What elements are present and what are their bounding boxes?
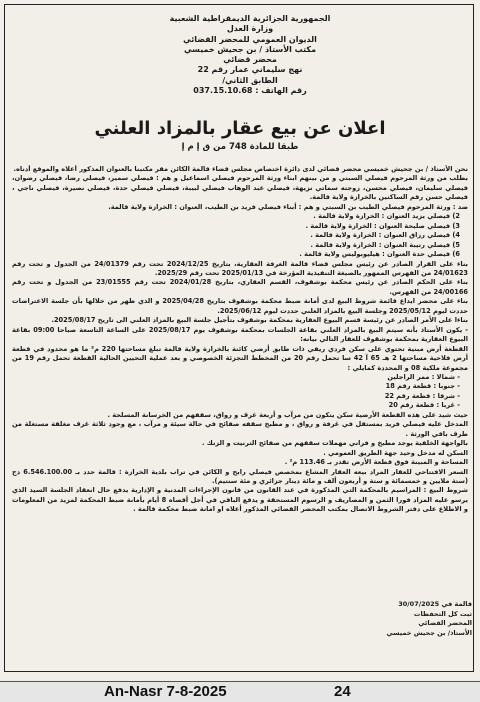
header-line: رقم الهاتف : 037.15.10.68 xyxy=(193,86,307,96)
paragraph: شروط البيع : المراسيم بالمحكمة التي المذكورة في عند القانون من قانون الإجراءات المدنية و الإدارية يدفع حال انعقاد الجلسة السيد الذي يرسو عليه المزاد فورا الثمن و المصاريف و الرسوم المستحقة و يدفع الباقي في أجل أقصاه 8 أيام بأمانة ضبط المحكمة لمزيد من المعلومات و الاطلاع على دفتر الشروط الاتصال بمكتب المحضر القضائي المذكور أعلاه او امانة ضبط محكمة قالمة . xyxy=(12,486,468,514)
announcement-title: اعلان عن بيع عقار بالمزاد العلني xyxy=(94,118,386,139)
header-line: الجمهورية الجزائرية الديمقراطية الشعبية xyxy=(169,14,331,23)
paragraph: حيث شيد على هذه القطعة الأرضية سكن يتكون من مرآب و أربعة غرف و رواق، سقفهم من الخرسانة المسلحة . xyxy=(107,410,468,419)
defendant-item: 6) فيصلي حدة العنوان : هيليوبوليس ولاية قالمة . xyxy=(299,250,460,259)
paragraph: بناء على القرار الصادر عن رئيس مجلس قضاء قالمة الغرفة العقارية، بتاريخ 2024/12/25 تحت رقم 24/01379 من الجدول و تحت رقم 24/01623 من الفهرس الممهور بالصيغة التنفيذية المؤرخة في 2025/01/13 تحت رقم 2025/29. xyxy=(12,259,468,277)
paragraph: القطعة أرض مبنية تحتوي على سكن فردي ريفي ذات طابق أرضي كائنة بالخرازة ولاية قالمة تبلغ مساحتها 220 م² ما هو محدود في قطعة أرض فلاحية مساحتها 2 هـ 65 آ 42 سا تحمل رقم 20 من المخطط التجزئة الخصوصي و بعد عملية التحيين الحالية القطعة تحمل رقم 19 من مجموعة ملكية 08 و المحددة كمايلي : xyxy=(12,344,468,372)
paragraph: بناءا على الأمر الصادر عن رئيسة قسم البيوع العقارية بمحكمة بوشقوف بتأجيل جلسة البيع بالمزاد العلني الى تاريخ 2025/08/17. xyxy=(51,316,468,325)
legal-reference: طبقا للمادة 748 من ق إ م إ xyxy=(181,142,299,152)
paragraph: نحن الأستاذ / بن جحيش خميسي محضر قضائي لدى دائرة اختصاص مجلس قضاء قالمة الكائن مقر مكتبنا بالعنوان المذكور أعلاه والموقع أدناه. xyxy=(13,165,468,173)
paragraph: بالواجهة الخلفية يوجد مطبخ و فراني مهملات سقفهم من صفائح الترنيت و الزنك . xyxy=(202,439,468,448)
bailiff-name: الأستاذ/ بن جحيش خميسي xyxy=(386,628,472,637)
paragraph: السعر الافتتاحي للعقار المراد بيعه العقار المشاع بمخصص فيصلي رابح و الكائن في تراب بلدية الخرازة : قالمة حدد بـ 6.546.100.00 دج (ستة ملايين و خمسمائة و ستة و أربعون ألف و مائة دينار جزائري و مئة سنتيم). xyxy=(12,467,468,485)
announcement-body xyxy=(12,165,468,602)
paragraph: السكن له مدخل وحيد جهة الطريق العمومي . xyxy=(323,448,468,457)
header-line: محضر قضائي xyxy=(223,55,277,65)
boundary-item: - جنوبا : قطعة رقم 18 xyxy=(385,382,460,391)
boundary-item: - شرقا : قطعة رقم 22 xyxy=(384,391,460,400)
paragraph: بطلب من ورثة المرحوم فيصلي السبتي و من بينهم ابناء ورثة المرحوم فيصلي اسماعيل و هم : فيصلي سمير، فيصلي رضا، فيصلي رضوان، فيصلي سليمان، فيصلي محسن، زوجته سماتي نزيهة، فيصلي عبد الوهاب فيصلي لبيبة، فيصلي فيصلي حدة، فيصلي نصيرة، فيصلي ناجي ، فيصلي حسن رقم الساكنين بالخرازة ولاية قالمة. xyxy=(12,174,468,202)
paragraph: - يكون الأستاذ بأنه سيتم البيع بالمزاد العلني بقاعة الجلسات بمحكمة بوشقوف يوم 2025/08/17 على الساعة التاسعة صباحا 09:00 بقاعة البيوع العقارية بمحكمة بوشقوف للعقار التالي بيانه: xyxy=(12,325,468,344)
defendant-item: 5) فيصلي رتيبة العنوان : الخرازة ولاية قالمة . xyxy=(310,240,460,249)
defendant-item: 2) فيصلي يزيد العنوان : الخرازة ولاية قالمة . xyxy=(313,212,460,221)
defendant-item: 4) فيصلي رزاق العنوان : الخرازة ولاية قالمة . xyxy=(310,231,460,240)
paragraph: بناء على محضر ايداع قائمة شروط البيع لدى أمانة ضبط محكمة بوشقوف بتاريخ 2025/04/28 و الذي ظهر من خلالها بأن جلسة الاعتراضات حددت ليوم 2025/05/12 وجلسة البيع بالمزاد العلني حددت ليوم 2025/06/12. xyxy=(12,297,468,315)
page-number: 24 xyxy=(334,683,351,700)
header-line: الطابق الثاني/ xyxy=(222,75,278,85)
header-line: مكتب الأستاذ / بن جحيش خميسي xyxy=(183,44,317,54)
paragraph: المدخل عليه فيصلي فريد بمستقل في غرفة و رواق ، و مطبخ سقفه صفائح في حالة سيئة و مرآب ، مع وجود ثلاثة غرف مغلقة مستغلة من طرف باقي الورثة . xyxy=(12,420,468,438)
header-line: وزارة العدل xyxy=(226,24,274,34)
boundary-item: - شمالا : ممر الراجلين xyxy=(387,372,460,381)
paragraph: المساحة و المبينة فوق قطعة الأرض تقدر بـ 113.46 م² . xyxy=(284,458,468,467)
header-line: نهج سليماني عمار رقم 22 xyxy=(197,65,303,75)
paragraph: ضد : ورثة المرحوم فيصلي الطيب بن السبتي و هم : أبناء فيصلي فريد بن الطيب، العنوان : الخرازة ولاية قالمة. xyxy=(108,202,468,211)
newspaper-footer-bar xyxy=(0,681,480,702)
header-line: الديوان العمومي للمحضر القضائي xyxy=(183,34,317,44)
newspaper-name-date: An-Nasr 7-8-2025 xyxy=(104,683,227,700)
paragraph: بناء على الحكم الصادر عن رئيس محكمة بوشقوف، القسم العقاري، بتاريخ 2024/01/28 تحت رقم 23/01555 من الجدول و تحت رقم 24/00166 من الفهرس. xyxy=(12,278,468,296)
seal-line: ثبت كل التحفظات xyxy=(413,609,472,618)
official-header xyxy=(150,14,350,96)
office-title: المحضر القضائي xyxy=(418,619,472,627)
signature-block xyxy=(380,600,472,638)
defendant-item: 3) فيصلي صليحة العنوان : الخرازة ولاية قالمة . xyxy=(305,221,460,230)
boundary-item: - غربا : قطعة رقم 20 xyxy=(388,401,460,410)
place-date: قالمة في 30/07/2025 xyxy=(398,600,472,608)
